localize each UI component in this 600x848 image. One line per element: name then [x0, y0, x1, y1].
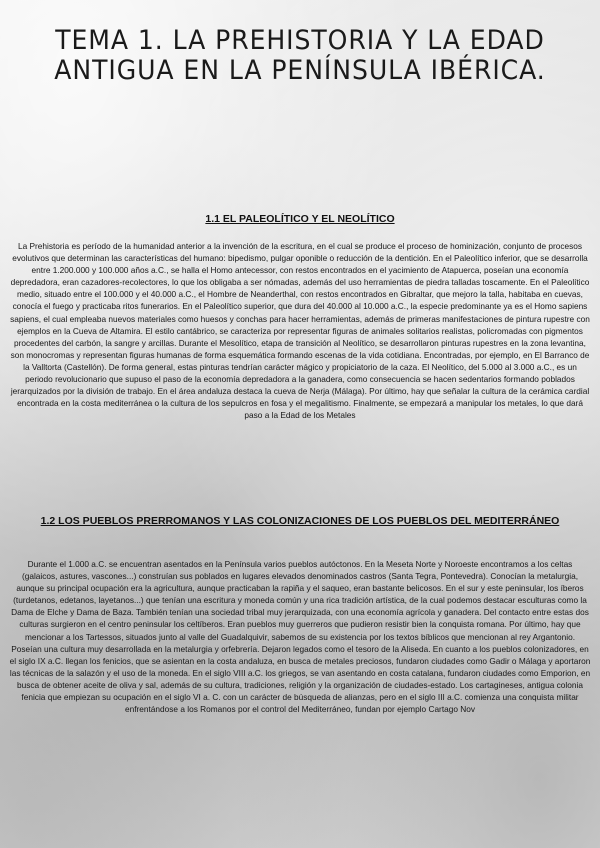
page-title: TEMA 1. LA PREHISTORIA Y LA EDAD ANTIGUA EN LA PENÍNSULA IBÉRICA.	[54, 25, 546, 86]
section-body-paleolitico-neolitico: La Prehistoria es período de la humanidad anterior a la invención de la escritura, en el cual se produce el proceso de hominización, conjunto de procesos evolutivos que determinan las características del humano: bipedismo, pulgar oponible o reducción de la dentición. En el Paleolítico inferior, que se desarrolla entre 1.200.000 y 100.000 años a.C., se halla el Homo antecessor, con restos encontrados en el yacimiento de Atapuerca, poseían una economía depredadora, eran cazadores-recolectores, lo que los obligaba a ser nómadas, además del uso herramientas de piedra talladas toscamente. En el Paleolítico medio, situado entre el 100.000 y el 40.000 a.C., el Hombre de Neanderthal, con restos encontrados en Gibraltar, que mejoro la talla, habitaba en cuevas, conocía el fuego y practicaba ritos funerarios. En el Paleolítico superior, que dura del 40.000 al 10.000 a.C., la especie predominante ya es el Homo sapiens sapiens, el cual empleaba nuevos materiales como huesos y conchas para hacer herramientas, además de primeras manifestaciones de pintura rupestre con ejemplos en la Cueva de Altamira. El estilo cantábrico, se caracteriza por representar figuras de animales solitarios realistas, policromadas con pigmentos procedentes del carbón, la sangre y arcillas. Durante el Mesolítico, etapa de transición al Neolítico, se desarrollaron pinturas rupestres en la zona levantina, son monocromas y representan figuras humanas de forma esquemática formando escenas de la vida cotidiana. Encontradas, por ejemplo, en El Barranco de la Valltorta (Castellón). De forma general, estas pinturas tendrían carácter mágico y propiciatorio de la caza. El Neolítico, del 5.000 al 3.000 a.C., es un periodo revolucionario que supuso el paso de la economía depredadora a la ganadera, como consecuencia se hacen sedentarios formando poblados jerarquizados por la división de trabajo. En el área andaluza destaca la cueva de Nerja (Málaga). Por último, hay que señalar la cultura de la cerámica cardial encontrada en la costa mediterránea o la cultura de los sepulcros en fosa y el megalitismo. Finalmente, se empezará a manipular los metales, lo que dará paso a la Edad de los Metales	[10, 241, 590, 421]
section-heading-paleolitico-neolitico: 1.1 EL PALEOLÍTICO Y EL NEOLÍTICO	[205, 213, 395, 225]
section-heading-pueblos-prerromanos: 1.2 LOS PUEBLOS PRERROMANOS Y LAS COLONIZACIONES DE LOS PUEBLOS DEL MEDITERRÁNEO	[40, 515, 560, 527]
section-body-pueblos-prerromanos: Durante el 1.000 a.C. se encuentran asentados en la Península varios pueblos autóctonos. En la Meseta Norte y Noroeste encontramos a los celtas (galaicos, astures, vascones...) construían sus poblados en lugares elevados denominados castros (Santa Tegra, Pontevedra). Conocían la metalurgia, aunque su principal ocupación era la agricultura, aunque practicaban la rapiña y el saqueo, eran bastante belicosos. En el sur y este peninsular, los íberos (turdetanos, edetanos, layetanos...) que tenían una escritura y moneda común y una rica tradición artística, de la cual podemos destacar esculturas como la Dama de Elche y Dama de Baza. También tenían una sociedad tribal muy jerarquizada, con una economía agrícola y ganadera. Del contacto entre estas dos culturas surgieron en el centro peninsular los celtíberos. Eran pueblos muy guerreros que pudieron resistir bien la conquista romana. Por último, hay que mencionar a los Tartessos, situados junto al valle del Guadalquivir, sabemos de su existencia por los textos bíblicos que mencionan al rey Argantonio. Poseían una cultura muy desarrollada en la metalurgia y orfebrería. Dejaron legados como el tesoro de la Aliseda. En cuanto a los pueblos colonizadores, en el siglo IX a.C. llegan los fenicios, que se asientan en la costa andaluza, en busca de metales preciosos, fundaron ciudades como Gadir o Málaga y aportaron las técnicas de la salazón y el uso de la moneda. En el siglo VIII a.C. los griegos, se van asentando en costa catalana, fundaron ciudades como Emporion, en busca de obtener aceite de oliva y sal, además de su cultura, tradiciones, religión y la organización de ciudades-estado. Los cartagineses, antigua colonia fenicia que empiezan su ocupación en el siglo VI a. C. con un carácter de búsqueda de alianzas, pero en el siglo III a.C. comienza una conquista militar enfrentándose a los Romanos por el control del Mediterráneo, fundan por ejemplo Cartago Nov	[9, 559, 591, 715]
